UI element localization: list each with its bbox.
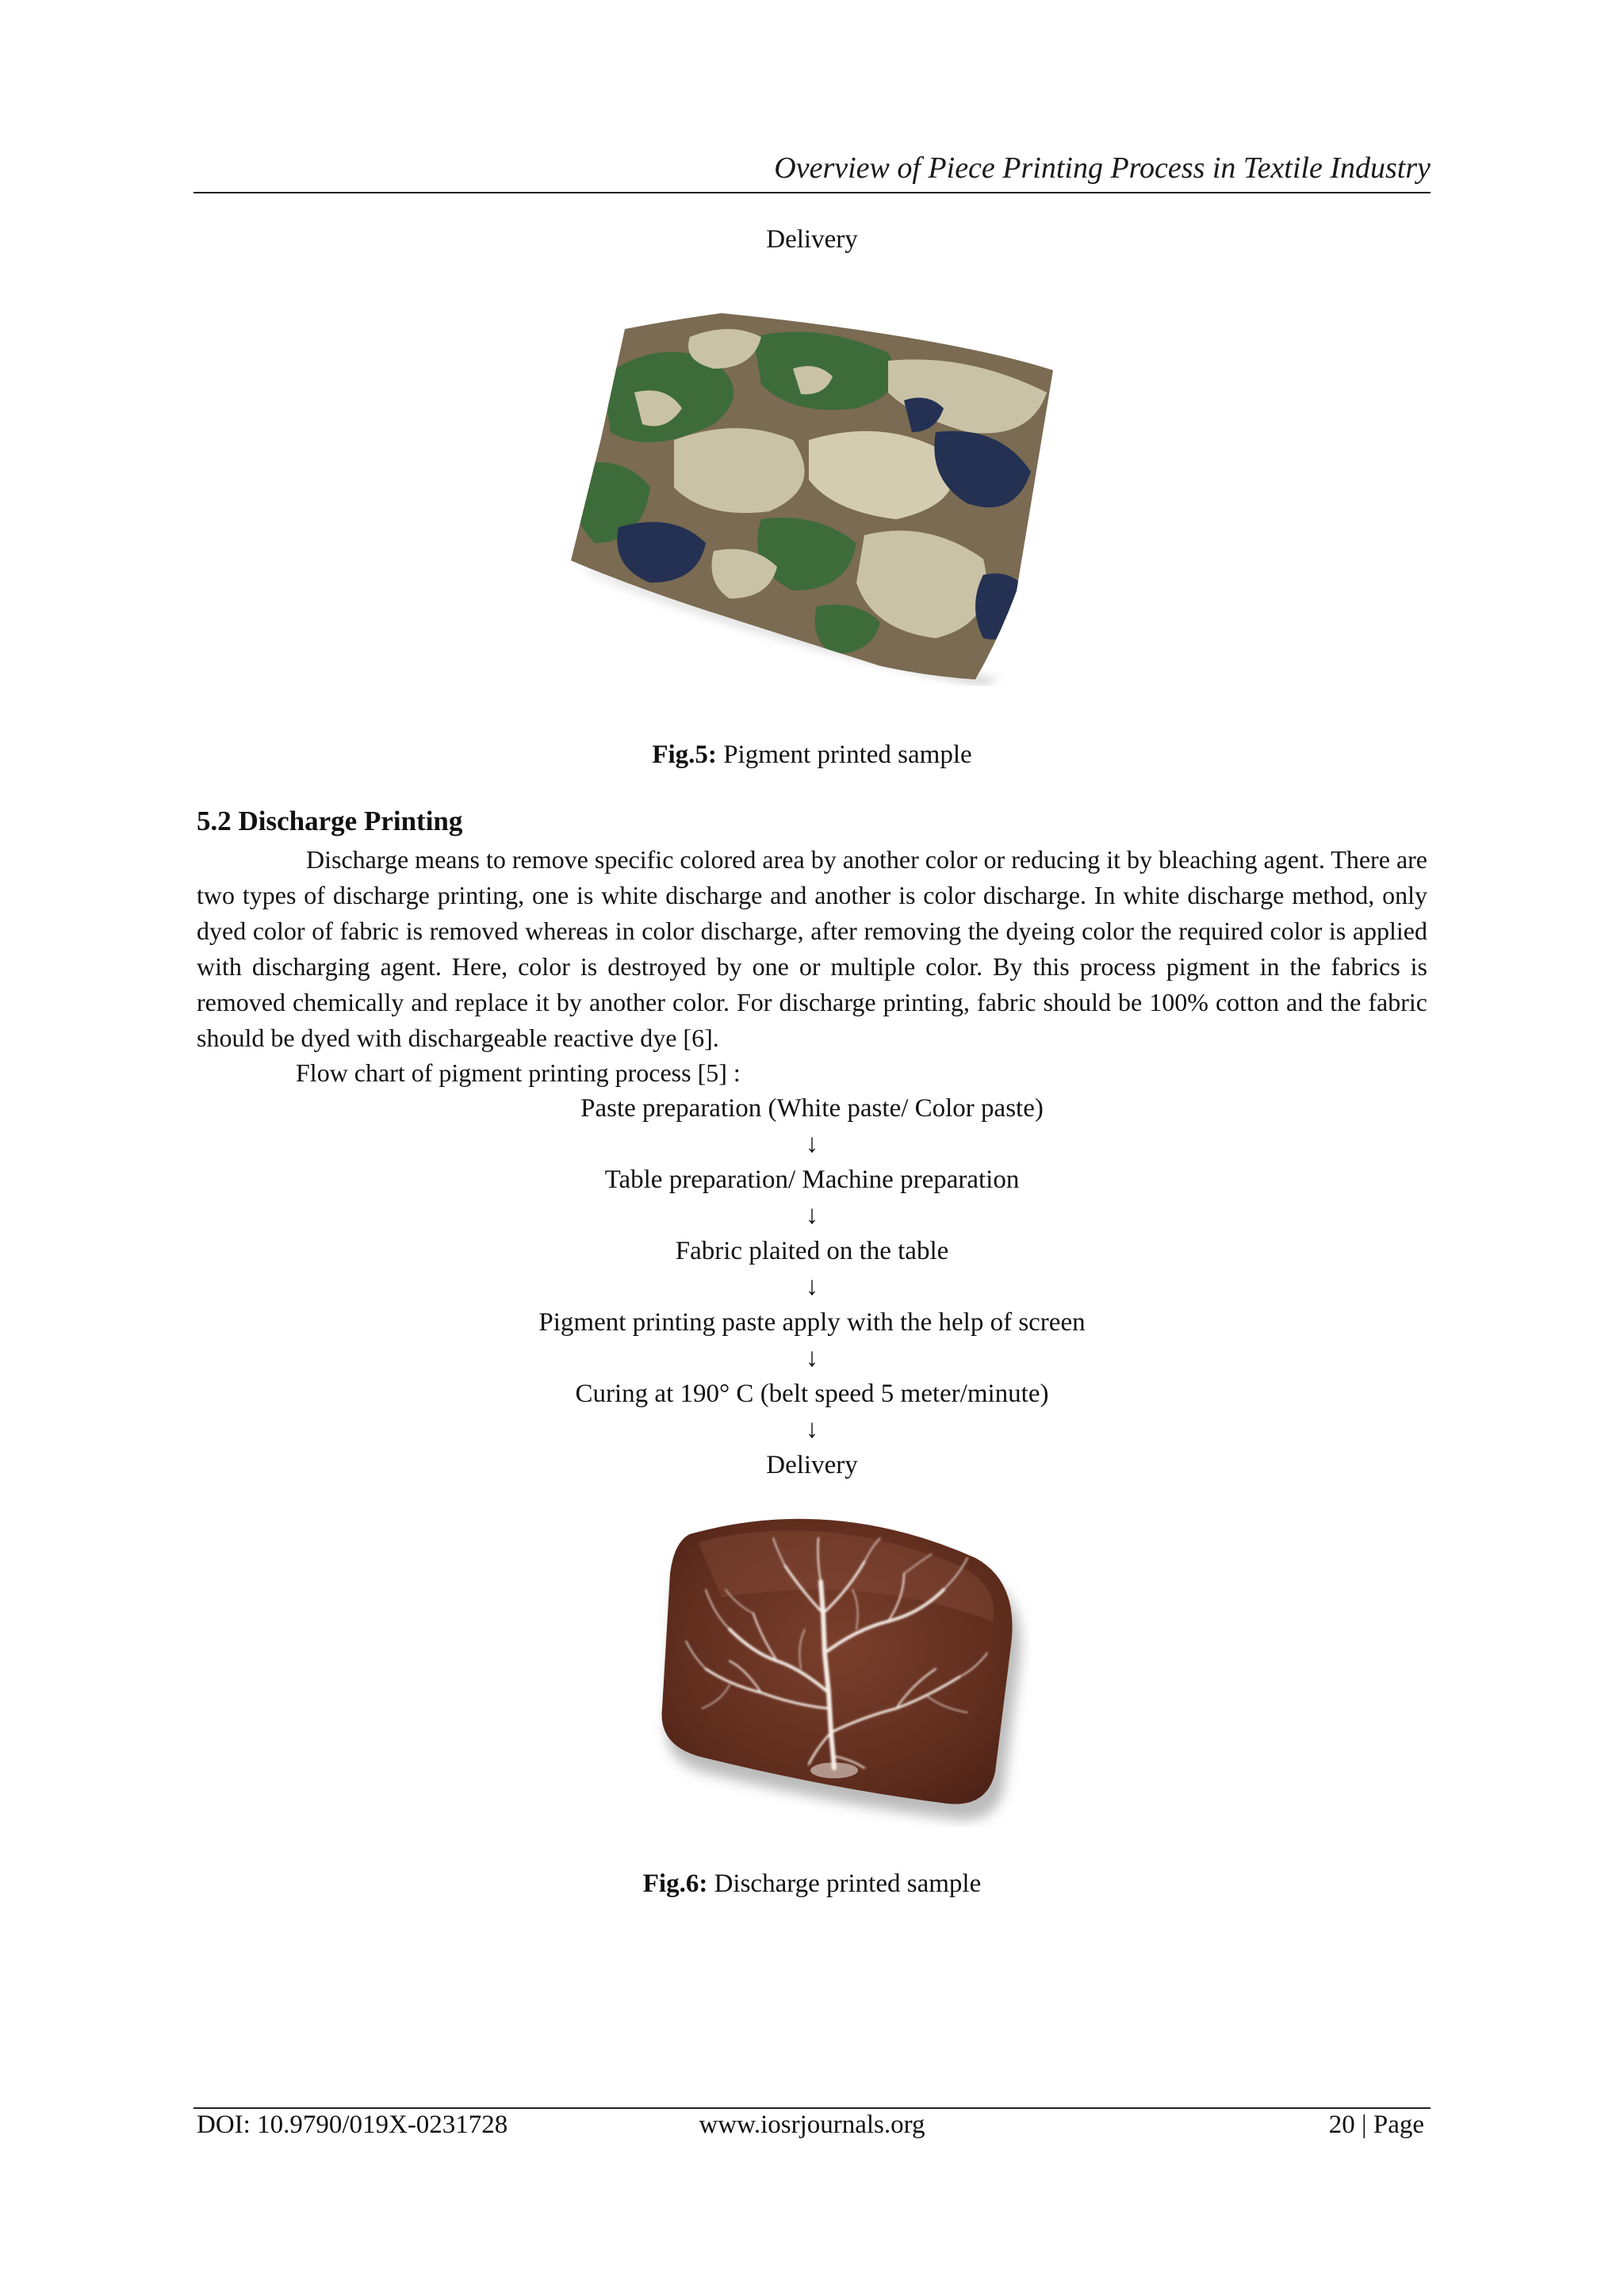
top-delivery-label: Delivery xyxy=(766,225,858,254)
flow-step: Delivery xyxy=(766,1451,858,1479)
figure-5-pigment-printed-sample-image xyxy=(555,305,1071,686)
section-body xyxy=(197,842,1427,1056)
figure-6-discharge-printed-sample-image xyxy=(626,1494,1031,1827)
figure-5-caption xyxy=(0,740,1624,771)
footer-website: www.iosrjournals.org xyxy=(699,2110,925,2139)
flow-step: Pigment printing paste apply with the help of screen xyxy=(538,1308,1086,1337)
flow-chart xyxy=(0,1091,1624,1483)
flow-step: Fabric plaited on the table xyxy=(675,1237,949,1265)
flow-arrow: ↓ xyxy=(805,1415,819,1444)
footer-doi: DOI: 10.9790/019X-0231728 xyxy=(197,2110,508,2139)
flow-step: Table preparation/ Machine preparation xyxy=(604,1165,1020,1194)
flow-arrow: ↓ xyxy=(805,1130,819,1158)
figure-6-label: Fig.6: xyxy=(642,1869,708,1898)
flow-arrow: ↓ xyxy=(805,1344,819,1372)
figure-5-label: Fig.5: xyxy=(652,740,717,769)
header-rule xyxy=(193,192,1431,193)
body-paragraph: Discharge means to remove specific colored area by another color or reducing it by bleaching agent. There are two types of discharge printing, one is white discharge and another is color discharge. In white discharge method, only dyed color of fabric is removed whereas in color discharge, after removing the dyeing color the required color is applied with discharging agent. Here, color is destroyed by one or multiple color. By this process pigment in the fabrics is removed chemically and replace it by another color. For discharge printing, fabric should be 100% cotton and the fabric should be dyed with dischargeable reactive dye [6]. xyxy=(197,845,1427,1052)
flow-step: Paste preparation (White paste/ Color paste) xyxy=(580,1094,1044,1123)
figure-5-caption-text: Pigment printed sample xyxy=(723,740,972,769)
flow-arrow: ↓ xyxy=(805,1272,819,1301)
section-heading: 5.2 Discharge Printing xyxy=(197,806,463,836)
footer-rule xyxy=(193,2107,1431,2109)
figure-6-caption-text: Discharge printed sample xyxy=(714,1869,982,1898)
running-header: Overview of Piece Printing Process in Textile Industry xyxy=(774,151,1431,185)
figure-6-caption xyxy=(0,1869,1624,1900)
flow-arrow: ↓ xyxy=(805,1201,819,1230)
footer-page-number: 20 | Page xyxy=(1328,2110,1424,2139)
flow-chart-intro: Flow chart of pigment printing process [5] : xyxy=(296,1058,741,1087)
flow-step: Curing at 190° C (belt speed 5 meter/minute) xyxy=(575,1380,1049,1408)
